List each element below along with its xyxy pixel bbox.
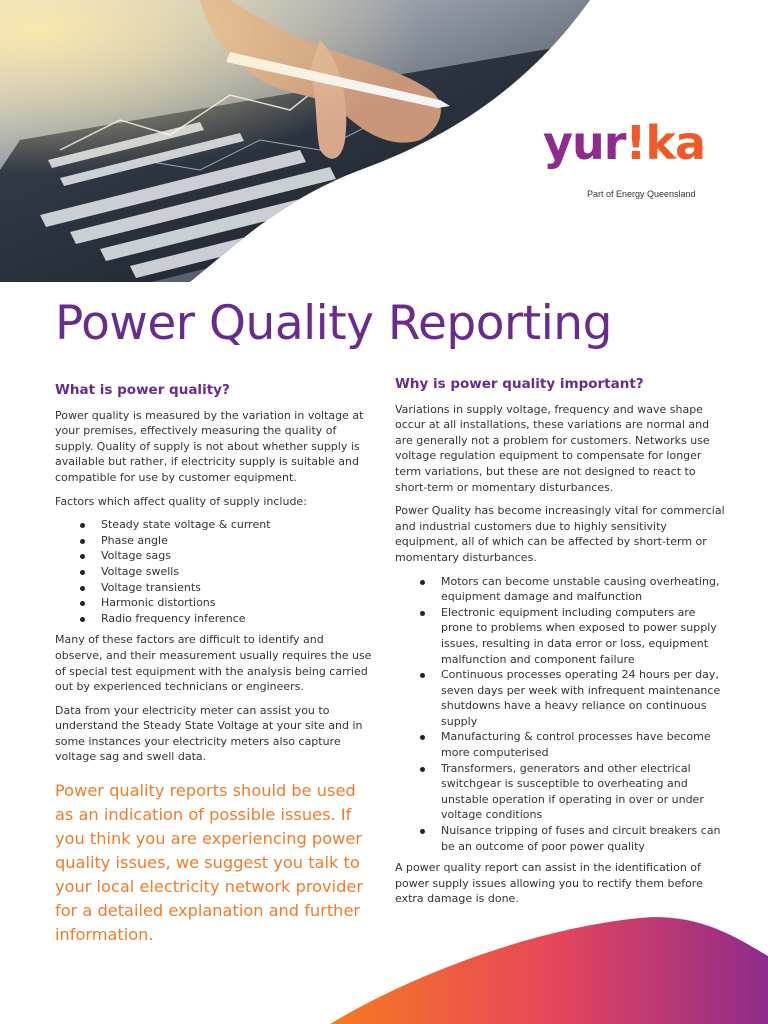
list-item: Manufacturing & control processes have become more computerised — [441, 729, 725, 760]
paragraph: A power quality report can assist in the identification of power supply issues allowing you to rectify them before extra damage is done. — [395, 861, 703, 906]
logo-wordmark: yur!ka — [543, 116, 706, 170]
list-item: Voltage transients — [101, 580, 373, 596]
list-item: Electronic equipment including computers are prone to problems when exposed to power supply issues, resulting in data error or loss, equipment malfunction and component failure — [441, 605, 725, 667]
paragraph: Many of these factors are difficult to identify and observe, and their measurement usually requires the use of special test equipment with the analysis being carried out by experienced technicians or engineers. — [55, 633, 372, 694]
paragraph: Factors which affect quality of supply include: — [55, 494, 307, 508]
list-item: Phase angle — [101, 533, 373, 549]
callout-text: Power quality reports should be used as an indication of possible issues. If you think you are experiencing power quality issues, we suggest you talk to your local electricity network provider for a detailed explanation and further information. — [55, 781, 364, 945]
list-item: Voltage sags — [101, 548, 373, 564]
list-item: Radio frequency inference — [101, 611, 373, 627]
impacts-list — [395, 574, 725, 855]
paragraph: Power Quality has become increasingly vital for commercial and industrial customers due to highly sensitivity equipment, all of which can be affected by short-term or momentary disturbances. — [395, 504, 725, 564]
factors-list — [55, 517, 373, 626]
page-title: Power Quality Reporting — [55, 296, 612, 351]
list-item: Harmonic distortions — [101, 595, 373, 611]
list-item: Transformers, generators and other electrical switchgear is susceptible to overheating and unstable operation if operating in over or under voltage conditions — [441, 761, 725, 823]
list-item: Continuous processes operating 24 hours per day, seven days per week with infrequent maintenance shutdowns have a heavy reliance on continuous supply — [441, 667, 725, 729]
list-item: Steady state voltage & current — [101, 517, 373, 533]
list-item: Nuisance tripping of fuses and circuit breakers can be an outcome of poor power quality — [441, 823, 725, 854]
list-item: Voltage swells — [101, 564, 373, 580]
right-column — [395, 377, 725, 915]
paragraph: Variations in supply voltage, frequency and wave shape occur at all installations, these variations are normal and are generally not a problem for customers. Networks use voltage regulation equipment to compensate for longer term variations, but these are not designed to react to short-term or momentary disturbances. — [395, 402, 710, 494]
heading-what-is-power-quality: What is power quality? — [55, 382, 230, 398]
yurika-logo — [543, 116, 733, 199]
heading-why-important: Why is power quality important? — [395, 376, 644, 392]
paragraph: Data from your electricity meter can assist you to understand the Steady State Voltage at your site and in some instances your electricity meters also capture voltage sag and swell data. — [55, 703, 363, 764]
logo-tagline: Part of Energy Queensland — [587, 189, 696, 199]
left-column — [55, 383, 373, 947]
paragraph: Power quality is measured by the variation in voltage at your premises, effectively measuring the quality of supply. Quality of supply is not about whether supply is available but rather, if electricity supply is suitable and compatible for use by customer equipment. — [55, 408, 364, 484]
decorative-wave — [0, 900, 768, 1024]
list-item: Motors can become unstable causing overheating, equipment damage and malfunction — [441, 574, 725, 605]
